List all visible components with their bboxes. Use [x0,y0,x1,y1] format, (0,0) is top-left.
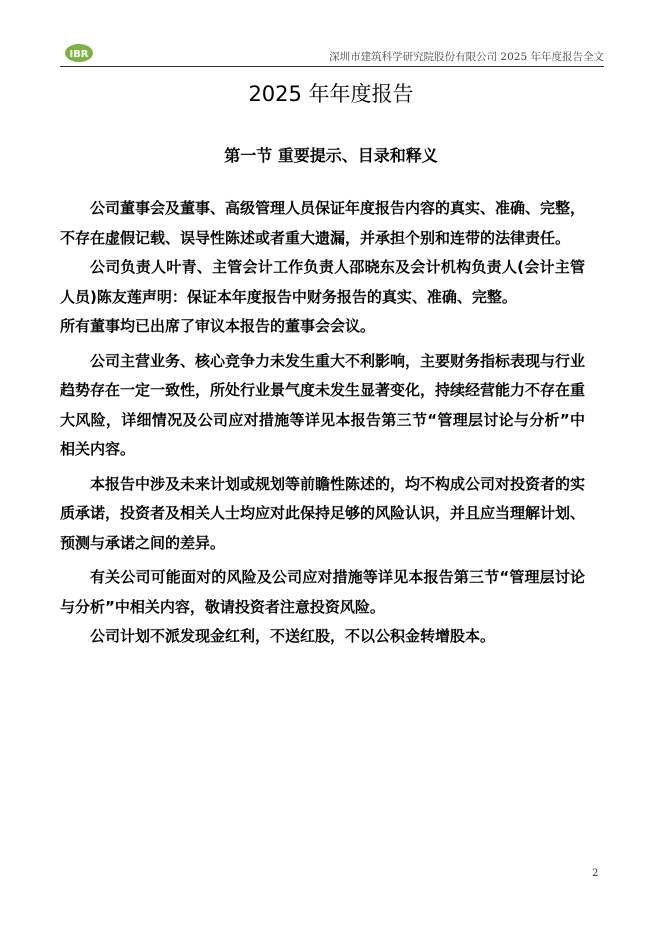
paragraph-forward-looking: 本报告中涉及未来计划或规划等前瞻性陈述的，均不构成公司对投资者的实质承诺，投资者及相关人士均应对此保持足够的风险认识，并且应当理解计划、预测与承诺之间的差异。 [60,474,586,552]
paragraph-directors-attendance: 所有董事均已出席了审议本报告的董事会会议。 [60,317,376,335]
paragraph-dividend-plan: 公司计划不派发现金红利，不送红股，不以公积金转增股本。 [90,627,496,645]
ibr-logo-icon [64,43,94,63]
notice-content [60,194,585,652]
paragraph-board-guarantee: 公司董事会及董事、高级管理人员保证年度报告内容的真实、准确、完整，不存在虚假记载、误导性陈述或者重大遗漏，并承担个别和连带的法律责任。 [60,199,586,247]
header-divider [60,66,604,67]
logo-text: IBR [69,49,89,60]
paragraph-responsible-persons: 公司负责人叶青、主管会计工作负责人邵晓东及会计机构负责人(会计主管人员)陈友莲声明：保证本年度报告中财务报告的真实、准确、完整。 [60,258,585,306]
running-title: 深圳市建筑科学研究院股份有限公司 2025 年年度报告全文 [329,51,604,63]
paragraph-operations: 公司主营业务、核心竞争力未发生重大不利影响，主要财务指标表现与行业趋势存在一定一致性，所处行业景气度未发生显著变化，持续经营能力不存在重大风险，详细情况及公司应对措施等详见本报告第三节“管理层讨论与分析”中相关内容。 [60,351,586,458]
paragraph-risks: 有关公司可能面对的风险及公司应对措施等详见本报告第三节“管理层讨论与分析”中相关内容，敬请投资者注意投资风险。 [60,568,585,616]
report-title: 2025 年年度报告 [248,82,414,106]
page-number: 2 [592,868,599,879]
page-header [60,40,604,66]
section-title: 第一节 重要提示、目录和释义 [224,146,438,165]
